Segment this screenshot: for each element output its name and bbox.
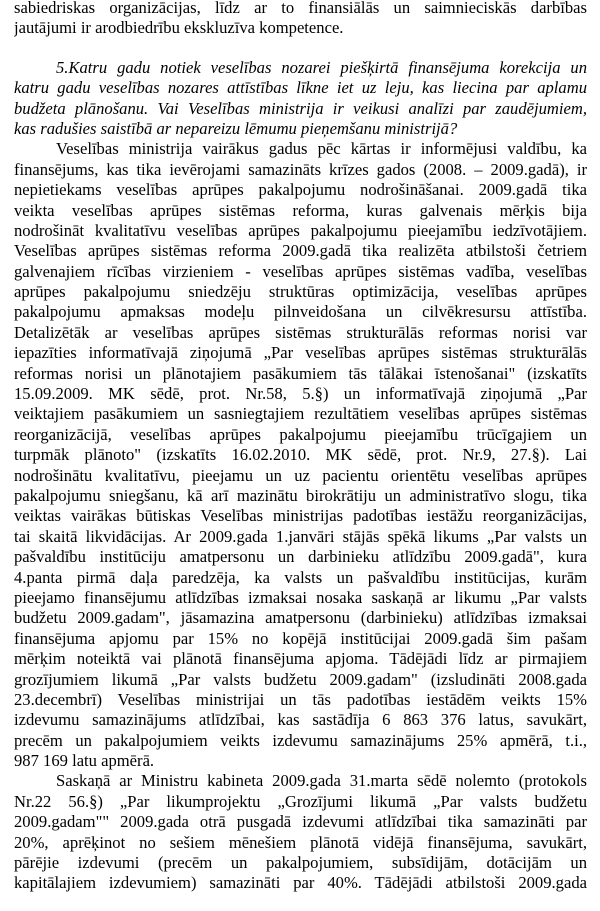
text-line: precēm un pakalpojumiem veikts izdevumu samazinājums 25% apmērā, t.i.,	[14, 730, 587, 750]
text-line: Veselības ministrija vairākus gadus pēc kārtas ir informējusi valdību, ka	[56, 139, 587, 159]
text-line: Saskaņā ar Ministru kabineta 2009.gada 31.marta sēdē nolemto (protokols	[56, 771, 587, 791]
text-line: pakalpojumu sniegšanu, kā arī mazinātu birokrātiju un administratīvo slogu, tika	[14, 485, 587, 505]
text-line: nodrošinātu kvalitatīvu, pieejamu un uz pacientu orientētu veselības aprūpes	[14, 465, 587, 485]
text-line: reorganizācijā, veselības aprūpes pakalpojumu pieejamību trūcīgajiem un	[14, 424, 587, 444]
text-line: 15.09.2009. MK sēdē, prot. Nr.58, 5.§) un informatīvajā ziņojumā „Par	[14, 384, 587, 404]
text-line: pieejamo finansējumu atlīdzības izmaksai nosaka saskaņā ar likumu „Par valsts	[14, 587, 587, 607]
text-line: budžetu 2009.gadam", jāsamazina amatpersonu (darbinieku) atlīdzības izmaksai	[14, 608, 587, 628]
text-line: jautājumi ir arodbiedrību ekskluzīva kompetence.	[14, 18, 344, 38]
text-line: Veselības aprūpes sistēmas reforma 2009.gadā tika realizēta atbilstoši četriem	[14, 241, 587, 261]
text-line: veiktajiem pasākumiem un sasniegtajiem rezultātiem veselības aprūpes sistēmas	[14, 404, 587, 424]
paragraph-gap	[14, 39, 587, 58]
document-body	[14, 0, 587, 894]
text-line: finansējuma apjomu par 15% no kopējā institūcijai 2009.gadā šim pašam	[14, 628, 587, 648]
text-line: aprūpes pakalpojumu sniedzēju struktūras optimizācija, veselības aprūpes	[14, 282, 587, 302]
text-line: 20%, aprēķinot no sešiem mēnešiem plānotā vidējā finansējuma, savukārt,	[14, 832, 587, 852]
text-line: pārējie izdevumi (precēm un pakalpojumiem, subsīdijām, dotācijām un	[14, 853, 587, 873]
paragraph-p-answer-2	[14, 771, 587, 893]
text-line: 2009.gadam"" 2009.gada otrā pusgadā izdevumi atlīdzībai tika samazināti par	[14, 812, 587, 832]
paragraph-p-intro-end	[14, 0, 587, 39]
paragraph-p-answer-1	[14, 139, 587, 771]
text-line: kapitālajiem izdevumiem) samazināti par 40%. Tādējādi atbilstoši 2009.gada	[14, 873, 587, 893]
text-line: Nr.22 56.§) „Par likumprojektu „Grozījumi likumā „Par valsts budžetu	[14, 791, 587, 811]
text-line: reformas norisi un plānotajiem pasākumiem tās tālākai īstenošanai" (izskatīts	[14, 363, 587, 383]
text-line: tai skaitā likvidācijas. Ar 2009.gada 1.janvāri stājās spēkā likums „Par valsts un	[14, 526, 587, 546]
text-line: 4.panta pirmā daļa paredzēja, ka valsts un pašvaldību institūcijas, kurām	[14, 567, 587, 587]
text-line: nepietiekams veselības aprūpes pakalpojumu nodrošināšanai. 2009.gadā tika	[14, 180, 587, 200]
text-line: veiktas vairākas būtiskas Veselības ministrijas padotības iestāžu reorganizācijas,	[14, 506, 587, 526]
text-line: grozījumiem likumā „Par valsts budžetu 2009.gadam" (izsludināti 2008.gada	[14, 669, 587, 689]
text-line: galvenajiem rīcības virzieniem - veselības aprūpes sistēmas vadība, veselības	[14, 261, 587, 281]
text-line: izdevumu samazinājums atlīdzībai, kas sastādīja 6 863 376 latus, savukārt,	[14, 710, 587, 730]
text-line: veikta veselības aprūpes sistēmas reforma, kuras galvenais mērķis bija	[14, 200, 587, 220]
text-line: mērķim noteiktā vai plānotā finansējuma apjoma. Tādējādi līdz ar pirmajiem	[14, 649, 587, 669]
text-line: Detalizētāk ar veselības aprūpes sistēmas strukturālās reformas norisi var	[14, 322, 587, 342]
text-line: pašvaldību institūciju amatpersonu un darbinieku atlīdzību 2009.gadā", kura	[14, 547, 587, 567]
text-line: finansējums, kas tika ievērojami samazināts krīzes gados (2008. – 2009.gadā), ir	[14, 159, 587, 179]
text-line: pakalpojumu apmaksas modeļu pilnveidošana un cilvēkresursu attīstība.	[14, 302, 587, 322]
text-line: 23.decembrī) Veselības ministrijai un tās padotības iestādēm veikts 15%	[14, 689, 587, 709]
text-line: nodrošināt kvalitatīvu veselības aprūpes pakalpojumu pieejamību iedzīvotājiem.	[14, 220, 587, 240]
text-line: katru gadu veselības nozares attīstības līkne iet uz leju, kas liecina par aplamu	[14, 78, 587, 98]
text-line: turpmāk plānoto" (izskatīts 16.02.2010. MK sēdē, prot. Nr.9, 27.§). Lai	[14, 445, 587, 465]
text-line: iepazīties informatīvajā ziņojumā „Par veselības aprūpes sistēmas strukturālās	[14, 343, 587, 363]
text-line: kas radušies saistībā ar nepareizu lēmumu pieņemšanu ministrijā?	[14, 118, 458, 138]
text-line: budžeta plānošanu. Vai Veselības ministrija ir veikusi analīzi par zaudējumiem,	[14, 98, 587, 118]
paragraph-p-question-5	[14, 58, 587, 140]
text-line: 987 169 latu apmērā.	[14, 751, 155, 771]
text-line: sabiedriskas organizācijas, līdz ar to finansiālās un saimnieciskās darbības	[14, 0, 587, 17]
text-line: 5.Katru gadu notiek veselības nozarei piešķirtā finansējuma korekcija un	[56, 57, 587, 77]
